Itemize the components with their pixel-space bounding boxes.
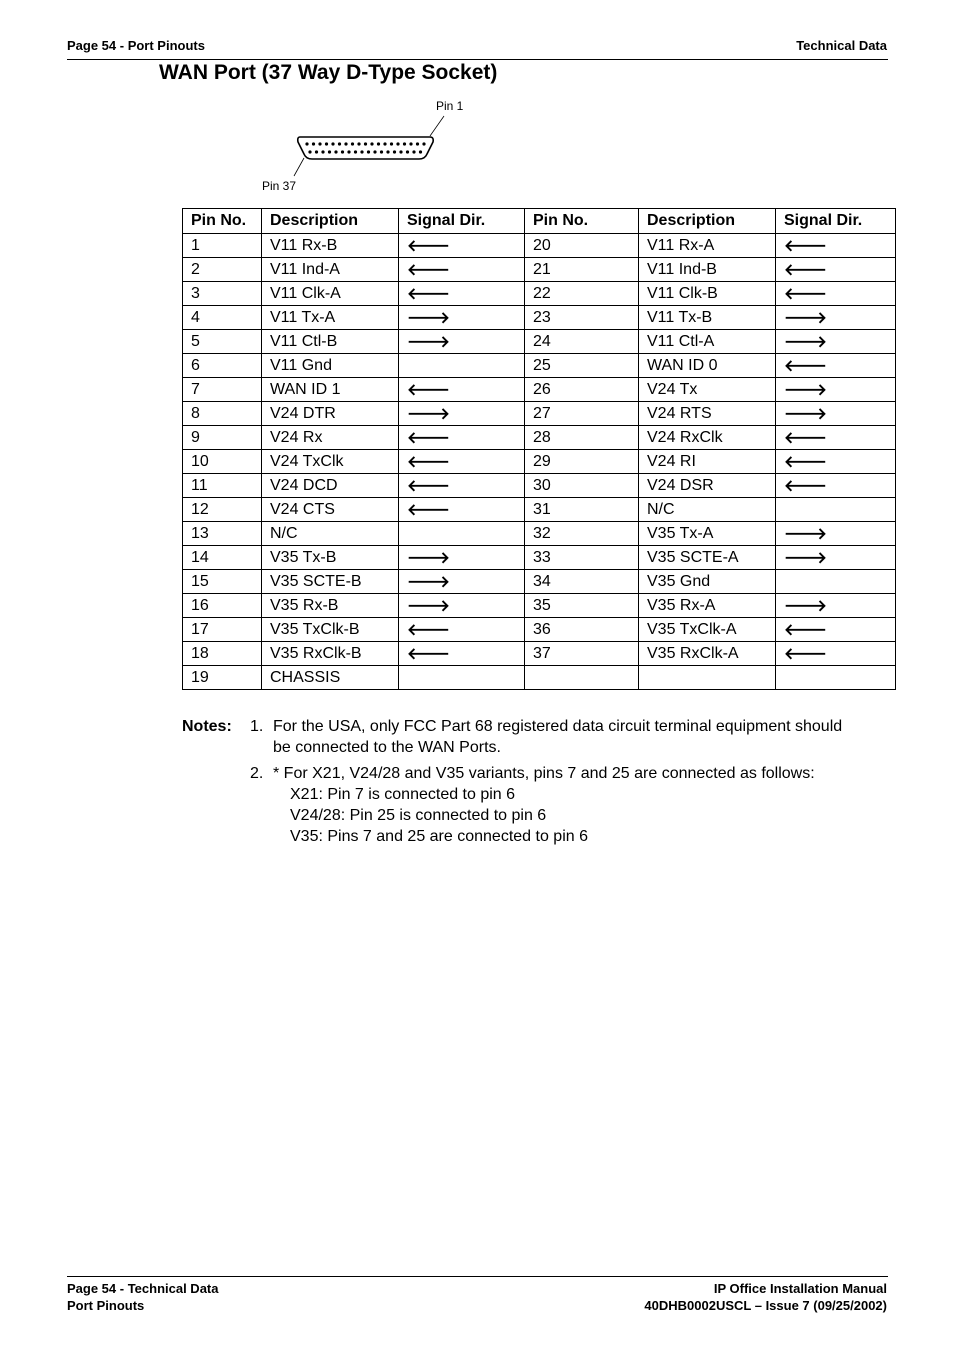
footer-rule	[67, 1276, 888, 1277]
signal-dir-out-icon: 🡒	[399, 570, 525, 594]
pin-number-cell: 36	[525, 618, 639, 642]
signal-dir-cell	[776, 666, 896, 690]
description-cell: V11 Tx-A	[262, 306, 399, 330]
description-cell: V11 Ind-B	[639, 258, 776, 282]
pin-dot	[338, 142, 341, 145]
description-cell: V35 TxClk-B	[262, 618, 399, 642]
col-header: Signal Dir.	[399, 209, 525, 234]
footer-left-line2: Port Pinouts	[67, 1298, 145, 1313]
pin-number-cell: 10	[183, 450, 262, 474]
signal-dir-in-icon: 🡐	[399, 378, 525, 402]
col-header: Description	[262, 209, 399, 234]
signal-dir-out-icon: 🡒	[776, 594, 896, 618]
pin-number-cell: 3	[183, 282, 262, 306]
pin-number-cell: 8	[183, 402, 262, 426]
signal-dir-out-icon: 🡒	[776, 522, 896, 546]
table-row	[183, 306, 896, 330]
pin-number-cell: 12	[183, 498, 262, 522]
pin-dot	[399, 150, 402, 153]
col-header: Description	[639, 209, 776, 234]
table-row	[183, 378, 896, 402]
pin-dot	[403, 142, 406, 145]
table-row	[183, 282, 896, 306]
pin-dot	[308, 150, 311, 153]
table-row	[183, 234, 896, 258]
note-number: 1.	[250, 718, 264, 735]
pin-number-cell: 18	[183, 642, 262, 666]
pin-dot	[354, 150, 357, 153]
table-row	[183, 258, 896, 282]
header-rule	[67, 59, 888, 60]
footer-right	[644, 1280, 887, 1314]
signal-dir-cell	[776, 498, 896, 522]
col-header: Signal Dir.	[776, 209, 896, 234]
pin-dot	[341, 150, 344, 153]
description-cell	[639, 666, 776, 690]
pin-dot	[370, 142, 373, 145]
pin-dot	[344, 142, 347, 145]
description-cell: V11 Tx-B	[639, 306, 776, 330]
pin-number-cell: 15	[183, 570, 262, 594]
pin-37-leader	[294, 158, 304, 176]
pin-number-cell: 9	[183, 426, 262, 450]
pin-number-cell: 27	[525, 402, 639, 426]
pin-number-cell: 37	[525, 642, 639, 666]
table-header-row	[183, 209, 896, 234]
pin-number-cell: 30	[525, 474, 639, 498]
pin-dot	[393, 150, 396, 153]
note-subline: V35: Pins 7 and 25 are connected to pin 6	[290, 828, 588, 845]
pin-dot	[380, 150, 383, 153]
signal-dir-out-icon: 🡒	[776, 402, 896, 426]
pin-number-cell: 17	[183, 618, 262, 642]
pin-number-cell: 26	[525, 378, 639, 402]
description-cell: N/C	[262, 522, 399, 546]
description-cell: V11 Clk-B	[639, 282, 776, 306]
pin-dot	[367, 150, 370, 153]
pin-number-cell: 13	[183, 522, 262, 546]
description-cell: V35 Tx-B	[262, 546, 399, 570]
footer-left-line1: Page 54 - Technical Data	[67, 1281, 219, 1296]
signal-dir-out-icon: 🡒	[399, 330, 525, 354]
pin-dot	[321, 150, 324, 153]
pin-dot	[416, 142, 419, 145]
table-body	[183, 234, 896, 690]
pin-dot	[377, 142, 380, 145]
description-cell: V35 RxClk-A	[639, 642, 776, 666]
table-row	[183, 450, 896, 474]
pin-number-cell: 20	[525, 234, 639, 258]
description-cell: V35 SCTE-B	[262, 570, 399, 594]
pinout-table	[182, 208, 896, 690]
description-cell: V24 RI	[639, 450, 776, 474]
description-cell: V24 DSR	[639, 474, 776, 498]
description-cell: V24 RTS	[639, 402, 776, 426]
pin-number-cell: 14	[183, 546, 262, 570]
signal-dir-in-icon: 🡐	[399, 474, 525, 498]
description-cell: V11 Ctl-B	[262, 330, 399, 354]
pin-1-leader	[430, 116, 444, 136]
description-cell: V35 Gnd	[639, 570, 776, 594]
description-cell: V24 RxClk	[639, 426, 776, 450]
table-row	[183, 594, 896, 618]
table-row	[183, 666, 896, 690]
pin-number-cell: 5	[183, 330, 262, 354]
pin-number-cell: 31	[525, 498, 639, 522]
description-cell: V35 Rx-A	[639, 594, 776, 618]
signal-dir-in-icon: 🡐	[399, 618, 525, 642]
description-cell: V11 Ind-A	[262, 258, 399, 282]
signal-dir-in-icon: 🡐	[776, 354, 896, 378]
pin-dot	[357, 142, 360, 145]
pin-dot	[328, 150, 331, 153]
page-title: WAN Port (37 Way D-Type Socket)	[159, 61, 498, 84]
pin-dot	[360, 150, 363, 153]
signal-dir-out-icon: 🡒	[776, 330, 896, 354]
signal-dir-out-icon: 🡒	[776, 378, 896, 402]
signal-dir-in-icon: 🡐	[776, 258, 896, 282]
description-cell: V11 Clk-A	[262, 282, 399, 306]
footer-right-line1: IP Office Installation Manual	[713, 1281, 887, 1296]
pin-dot	[386, 150, 389, 153]
pin-dot	[318, 142, 321, 145]
signal-dir-in-icon: 🡐	[399, 450, 525, 474]
description-cell: V11 Rx-A	[639, 234, 776, 258]
table-row	[183, 330, 896, 354]
pin-dot	[347, 150, 350, 153]
description-cell: V35 TxClk-A	[639, 618, 776, 642]
signal-dir-in-icon: 🡐	[776, 450, 896, 474]
pin-number-cell: 2	[183, 258, 262, 282]
description-cell: V35 RxClk-B	[262, 642, 399, 666]
pin-dot	[315, 150, 318, 153]
pin-dot	[331, 142, 334, 145]
pin-number-cell: 7	[183, 378, 262, 402]
pin-number-cell: 1	[183, 234, 262, 258]
pin-number-cell: 24	[525, 330, 639, 354]
signal-dir-cell	[399, 354, 525, 378]
pin-dot	[409, 142, 412, 145]
table-row	[183, 402, 896, 426]
description-cell: V35 SCTE-A	[639, 546, 776, 570]
pin-dot	[419, 150, 422, 153]
signal-dir-out-icon: 🡒	[399, 402, 525, 426]
signal-dir-in-icon: 🡐	[776, 618, 896, 642]
table-row	[183, 474, 896, 498]
signal-dir-in-icon: 🡐	[399, 642, 525, 666]
pin-number-cell: 25	[525, 354, 639, 378]
pin-dot	[351, 142, 354, 145]
pin-number-cell: 35	[525, 594, 639, 618]
pin-37-label: Pin 37	[262, 179, 297, 193]
pin-dot	[305, 142, 308, 145]
pin-dot	[383, 142, 386, 145]
signal-dir-cell	[399, 522, 525, 546]
description-cell: V35 Rx-B	[262, 594, 399, 618]
description-cell: V11 Rx-B	[262, 234, 399, 258]
description-cell: V24 Tx	[639, 378, 776, 402]
signal-dir-out-icon: 🡒	[776, 306, 896, 330]
note-text: For the USA, only FCC Part 68 registered data circuit terminal equipment should be connected to the WAN Ports.	[273, 718, 843, 756]
signal-dir-out-icon: 🡒	[399, 306, 525, 330]
note-subline: X21: Pin 7 is connected to pin 6	[290, 786, 516, 803]
table-row	[183, 498, 896, 522]
description-cell: V24 TxClk	[262, 450, 399, 474]
pin-dot	[334, 150, 337, 153]
table-row	[183, 570, 896, 594]
header-right: Technical Data	[796, 38, 887, 53]
description-cell: V24 Rx	[262, 426, 399, 450]
description-cell: CHASSIS	[262, 666, 399, 690]
signal-dir-in-icon: 🡐	[399, 282, 525, 306]
signal-dir-out-icon: 🡒	[399, 546, 525, 570]
notes-label: Notes:	[182, 718, 232, 735]
note-number: 2.	[250, 765, 264, 782]
table-row	[183, 642, 896, 666]
description-cell: V24 DCD	[262, 474, 399, 498]
pin-number-cell: 11	[183, 474, 262, 498]
header-left: Page 54 - Port Pinouts	[67, 38, 205, 53]
description-cell: V11 Ctl-A	[639, 330, 776, 354]
pin-number-cell: 23	[525, 306, 639, 330]
table-row	[183, 354, 896, 378]
signal-dir-in-icon: 🡐	[776, 282, 896, 306]
pin-dot	[390, 142, 393, 145]
pin-number-cell: 6	[183, 354, 262, 378]
pin-number-cell: 22	[525, 282, 639, 306]
signal-dir-in-icon: 🡐	[399, 426, 525, 450]
pin-dot	[373, 150, 376, 153]
description-cell: V24 DTR	[262, 402, 399, 426]
table-row	[183, 522, 896, 546]
table-row	[183, 618, 896, 642]
description-cell: WAN ID 0	[639, 354, 776, 378]
description-cell: N/C	[639, 498, 776, 522]
note-subline: V24/28: Pin 25 is connected to pin 6	[290, 807, 547, 824]
pin-dot	[325, 142, 328, 145]
d-type-connector-diagram	[256, 96, 476, 196]
pin-number-cell: 19	[183, 666, 262, 690]
signal-dir-cell	[399, 666, 525, 690]
note-text: * For X21, V24/28 and V35 variants, pins 7 and 25 are connected as follows:	[273, 765, 815, 782]
table-row	[183, 546, 896, 570]
footer-left	[67, 1280, 219, 1314]
pin-number-cell: 21	[525, 258, 639, 282]
signal-dir-cell	[776, 570, 896, 594]
pin-number-cell: 28	[525, 426, 639, 450]
connector-shell	[298, 137, 433, 159]
col-header: Pin No.	[525, 209, 639, 234]
pin-1-label: Pin 1	[436, 99, 464, 113]
note-content	[273, 763, 863, 847]
pin-dot	[406, 150, 409, 153]
table-row	[183, 426, 896, 450]
signal-dir-in-icon: 🡐	[776, 642, 896, 666]
signal-dir-in-icon: 🡐	[399, 258, 525, 282]
signal-dir-out-icon: 🡒	[776, 546, 896, 570]
footer-right-line2: 40DHB0002USCL – Issue 7 (09/25/2002)	[644, 1298, 887, 1313]
signal-dir-out-icon: 🡒	[399, 594, 525, 618]
pin-number-cell	[525, 666, 639, 690]
signal-dir-in-icon: 🡐	[776, 234, 896, 258]
pin-number-cell: 29	[525, 450, 639, 474]
col-header: Pin No.	[183, 209, 262, 234]
pin-dot	[422, 142, 425, 145]
pin-number-cell: 32	[525, 522, 639, 546]
pin-number-cell: 33	[525, 546, 639, 570]
description-cell: WAN ID 1	[262, 378, 399, 402]
description-cell: V24 CTS	[262, 498, 399, 522]
pin-dot	[312, 142, 315, 145]
pin-dot	[396, 142, 399, 145]
description-cell: V35 Tx-A	[639, 522, 776, 546]
signal-dir-in-icon: 🡐	[399, 234, 525, 258]
pin-dot	[412, 150, 415, 153]
pin-number-cell: 4	[183, 306, 262, 330]
signal-dir-in-icon: 🡐	[399, 498, 525, 522]
pin-number-cell: 16	[183, 594, 262, 618]
signal-dir-in-icon: 🡐	[776, 474, 896, 498]
pin-number-cell: 34	[525, 570, 639, 594]
signal-dir-in-icon: 🡐	[776, 426, 896, 450]
pin-dot	[364, 142, 367, 145]
description-cell: V11 Gnd	[262, 354, 399, 378]
